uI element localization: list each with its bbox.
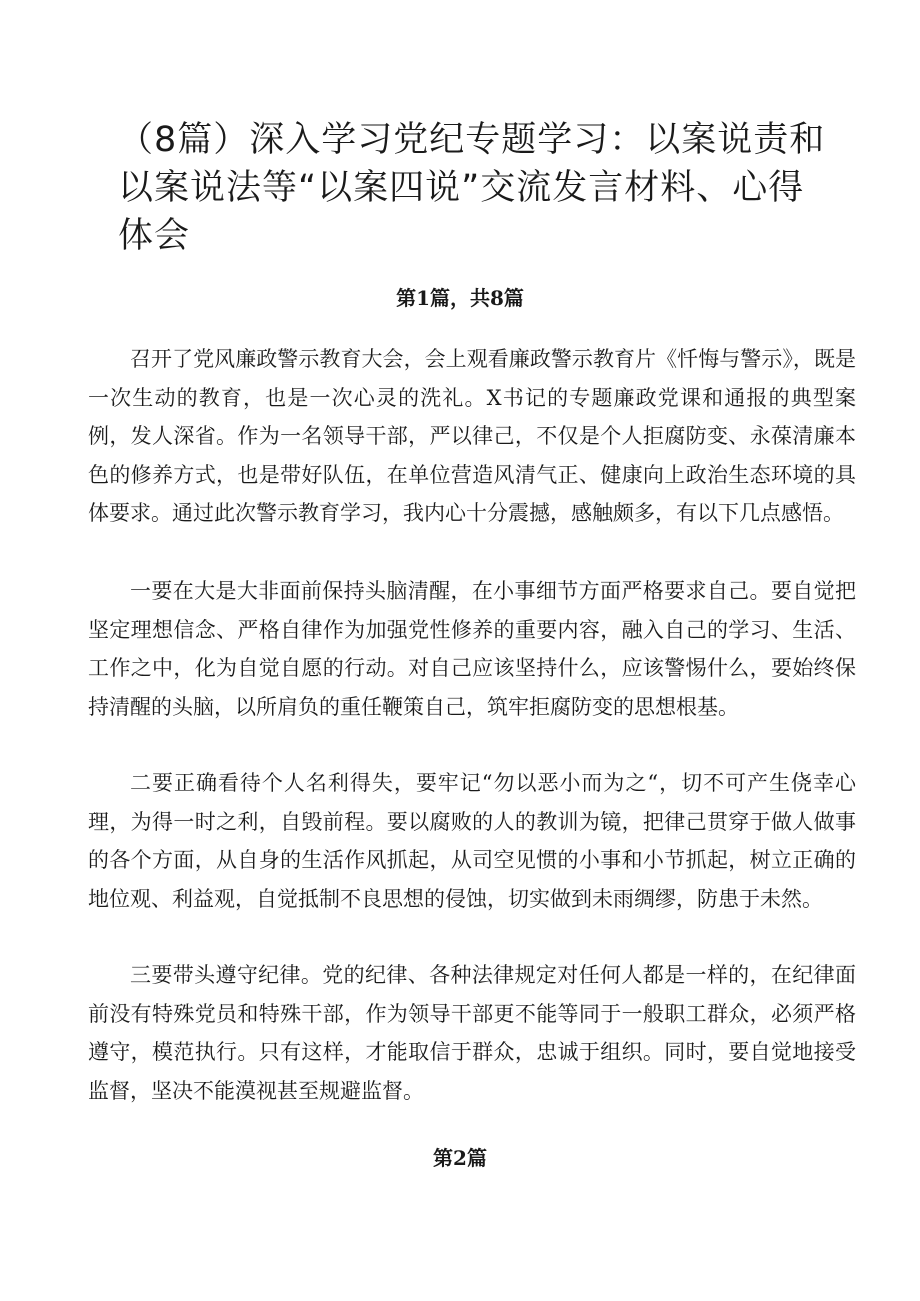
paragraph-point-2: 二要正确看待个人名利得失，要牢记“勿以恶小而为之“，切不可产生侥幸心理，为得一时之利，自毁前程。要以腐败的人的教训为镜，把律己贯穿于做人做事的各个方面，从自身的生活作风抓起，从司空见惯的小事和小节抓起，树立正确的地位观、利益观，自觉抵制不良思想的侵蚀，切实做到未雨绸缪，防患于未然。 <box>88 771 856 911</box>
paragraph-point-3: 三要带头遵守纪律。党的纪律、各种法律规定对任何人都是一样的，在纪律面前没有特殊党员和特殊干部，作为领导干部更不能等同于一般职工群众，必须严格遵守，模范执行。只有这样，才能取信于群众，忠诚于组织。同时，要自觉地接受监督，坚决不能漠视甚至规避监督。 <box>88 963 856 1103</box>
paragraph-intro: 召开了党风廉政警示教育大会，会上观看廉政警示教育片《忏悔与警示》，既是一次生动的教育，也是一次心灵的洗礼。X书记的专题廉政党课和通报的典型案例，发人深省。作为一名领导干部，严以律己，不仅是个人拒腐防变、永葆清廉本色的修养方式，也是带好队伍，在单位营造风清气正、健康向上政治生态环境的具体要求。通过此次警示教育学习，我内心十分震撼，感触颇多，有以下几点感悟。 <box>88 347 856 525</box>
document-title: （8篇）深入学习党纪专题学习：以案说责和以案说法等“以案四说”交流发言材料、心得体会 <box>118 120 826 256</box>
section-heading-1: 第1篇，共8篇 <box>396 286 524 310</box>
paragraph-point-1: 一要在大是大非面前保持头脑清醒，在小事细节方面严格要求自己。要自觉把坚定理想信念、严格自律作为加强党性修养的重要内容，融入自己的学习、生活、工作之中，化为自觉自愿的行动。对自己应该坚持什么，应该警惕什么，要始终保持清醒的头脑，以所肩负的重任鞭策自己，筑牢拒腐防变的思想根基。 <box>88 579 856 719</box>
section-heading-2: 第2篇 <box>433 1146 487 1170</box>
